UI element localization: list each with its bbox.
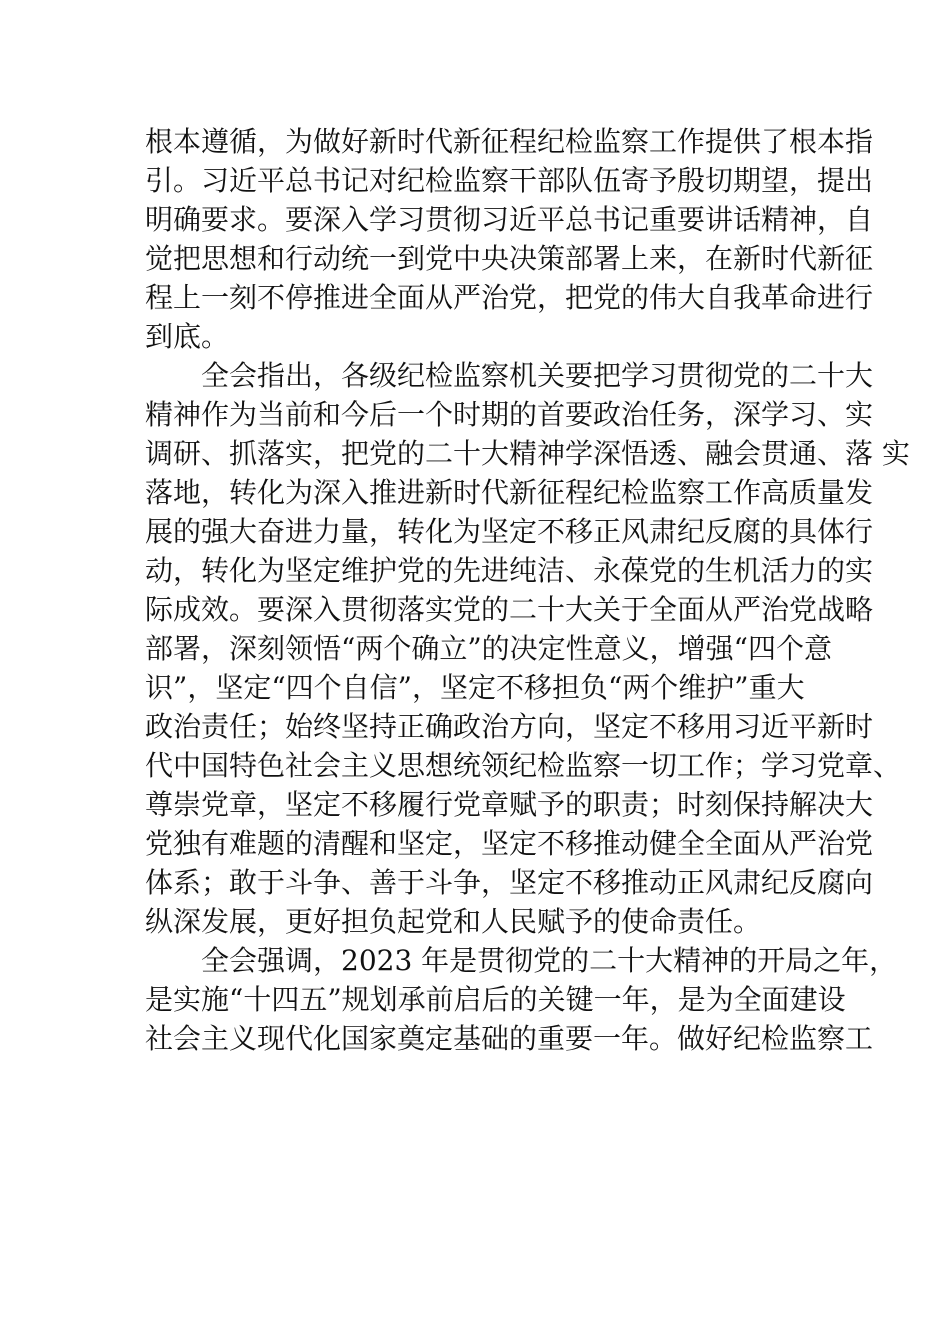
text-line: 代中国特色社会主义思想统领纪检监察一切工作；学习党章、: [145, 749, 902, 782]
body-text: [145, 122, 910, 1058]
text-line: 展的强大奋进力量，转化为坚定不移正风肃纪反腐的具体行: [145, 515, 874, 548]
text-line: 觉把思想和行动统一到党中央决策部署上来，在新时代新征: [145, 242, 874, 275]
text-line: 到底。: [145, 320, 230, 353]
paragraph-first-line: 全会强调，2023 年是贯彻党的二十大精神的开局之年，: [201, 944, 898, 977]
text-line: 是实施“十四五”规划承前启后的关键一年，是为全面建设: [145, 983, 846, 1016]
text-line: 党独有难题的清醒和坚定，坚定不移推动健全全面从严治党: [145, 827, 874, 860]
text-line: 尊崇党章，坚定不移履行党章赋予的职责；时刻保持解决大: [145, 788, 874, 821]
text-line: 动，转化为坚定维护党的先进纯洁、永葆党的生机活力的实: [145, 554, 874, 587]
text-line: 引。习近平总书记对纪检监察干部队伍寄予殷切期望，提出: [145, 164, 874, 197]
text-line: 调研、抓落实，把党的二十大精神学深悟透、融会贯通、落 实: [145, 437, 910, 470]
text-line: 纵深发展，更好担负起党和人民赋予的使命责任。: [145, 905, 762, 938]
text-line: 落地，转化为深入推进新时代新征程纪检监察工作高质量发: [145, 476, 874, 509]
paragraph-first-line: 全会指出，各级纪检监察机关要把学习贯彻党的二十大: [201, 359, 874, 392]
text-line: 明确要求。要深入学习贯彻习近平总书记重要讲话精神，自: [145, 203, 874, 236]
text-line: 政治责任；始终坚持正确政治方向，坚定不移用习近平新时: [145, 710, 874, 743]
text-line: 根本遵循，为做好新时代新征程纪检监察工作提供了根本指: [145, 125, 874, 158]
text-line: 精神作为当前和今后一个时期的首要政治任务，深学习、实: [145, 398, 874, 431]
text-line: 社会主义现代化国家奠定基础的重要一年。做好纪检监察工: [145, 1022, 874, 1055]
text-line: 识”，坚定“四个自信”，坚定不移担负“两个维护”重大: [145, 671, 805, 704]
text-line: 体系；敢于斗争、善于斗争，坚定不移推动正风肃纪反腐向: [145, 866, 874, 899]
text-line: 程上一刻不停推进全面从严治党，把党的伟大自我革命进行: [145, 281, 874, 314]
text-line: 部署，深刻领悟“两个确立”的决定性意义，增强“四个意: [145, 632, 832, 665]
text-line: 际成效。要深入贯彻落实党的二十大关于全面从严治党战略: [145, 593, 874, 626]
